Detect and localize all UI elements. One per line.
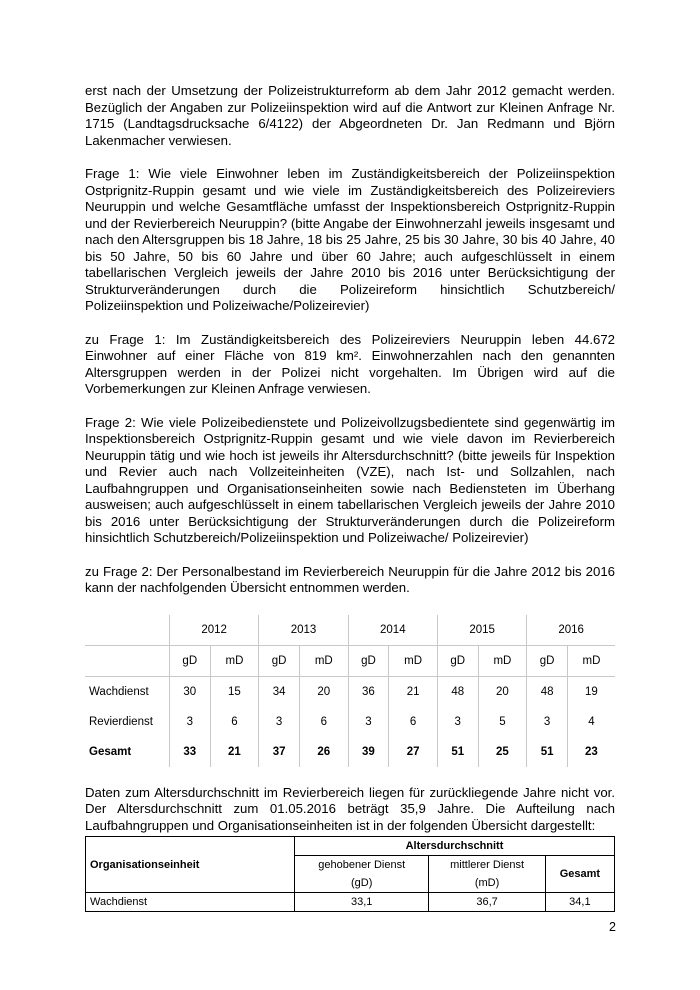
paragraph-answer-2: zu Frage 2: Der Personalbestand im Revierbereich Neuruppin für die Jahre 2012 bis 2016 kann der nachfolgenden Übersicht entnommen werden. bbox=[85, 563, 615, 595]
table-cell: 5 bbox=[478, 707, 527, 737]
table-cell: 26 bbox=[299, 737, 348, 767]
table-cell: 39 bbox=[348, 737, 389, 767]
table-cell: 3 bbox=[527, 707, 568, 737]
table-row bbox=[86, 893, 615, 912]
table-cell: 36 bbox=[348, 676, 389, 707]
table-cell: 21 bbox=[389, 676, 438, 707]
year-header: 2013 bbox=[259, 615, 348, 646]
table-cell: 19 bbox=[567, 676, 615, 707]
sub-header: mD bbox=[299, 645, 348, 676]
table-cell: 4 bbox=[567, 707, 615, 737]
table-cell: 33 bbox=[170, 737, 211, 767]
table-cell: 30 bbox=[170, 676, 211, 707]
total-header: Gesamt bbox=[545, 856, 614, 893]
staff-table-year-row bbox=[85, 615, 615, 646]
table-cell: 6 bbox=[389, 707, 438, 737]
row-label: Gesamt bbox=[89, 745, 132, 758]
row-label: Wachdienst bbox=[89, 685, 149, 698]
table-cell: 23 bbox=[567, 737, 615, 767]
table-cell: 37 bbox=[259, 737, 300, 767]
table-cell: 34,1 bbox=[545, 893, 614, 912]
table-cell: 33,1 bbox=[295, 893, 429, 912]
table-row bbox=[85, 676, 615, 707]
paragraph-question-2: Frage 2: Wie viele Polizeibedienstete und Polizeivollzugsbedientete sind gegenwärtig im Inspektionsbereich Ostprignitz-Ruppin gesamt und wie viele davon im Revierbereich Neuruppin tätig und wie hoch ist jeweils ihr Altersdurchschnitt? (bitte jeweils für Inspektion und Revier auch nach Vollzeiteinheiten (VZE), nach Ist- und Sollzahlen, nach Laufbahngruppen und Organisationseinheiten sowie nach Bediensteten im Überhang ausweisen; auch aufgeschlüsselt in einem tabellarischen Vergleich jeweils der Jahre 2010 bis 2016 unter Berücksichtigung der Strukturveränderungen durch die Polizeireform hinsichtlich Schutzbereich/Polizeiinspektion und Polizeiwache/ Polizeirevier) bbox=[85, 414, 615, 545]
sub-header: gD bbox=[437, 645, 478, 676]
table-cell: 27 bbox=[389, 737, 438, 767]
staff-table-sub-row bbox=[85, 645, 615, 676]
table-cell: 51 bbox=[527, 737, 568, 767]
table-cell: 36,7 bbox=[429, 893, 545, 912]
paragraph-age-data: Daten zum Altersdurchschnitt im Revierbereich liegen für zurückliegende Jahre nicht vor. Der Altersdurchschnitt zum 01.05.2016 beträgt 35,9 Jahre. Die Aufteilung nach Laufbahngruppen und Organisationseinheiten ist in der folgenden Übersicht dargestellt: bbox=[85, 784, 615, 833]
table-cell: 48 bbox=[527, 676, 568, 707]
document-body bbox=[85, 83, 615, 912]
table-cell: 48 bbox=[437, 676, 478, 707]
table-cell: 15 bbox=[210, 676, 259, 707]
row-label: Revierdienst bbox=[89, 715, 153, 728]
table-cell: 51 bbox=[437, 737, 478, 767]
age-table bbox=[85, 836, 615, 912]
row-label: Wachdienst bbox=[86, 893, 295, 912]
table-cell: 3 bbox=[348, 707, 389, 737]
org-header: Organisationseinheit bbox=[86, 837, 295, 893]
year-header: 2014 bbox=[348, 615, 437, 646]
year-header: 2016 bbox=[527, 615, 615, 646]
staff-table bbox=[85, 615, 615, 767]
table-cell: 3 bbox=[170, 707, 211, 737]
gd-header: gehobener Dienst bbox=[295, 856, 429, 875]
sub-header: mD bbox=[567, 645, 615, 676]
table-cell: 20 bbox=[299, 676, 348, 707]
sub-header: mD bbox=[389, 645, 438, 676]
table-cell: 25 bbox=[478, 737, 527, 767]
md-header: mittlerer Dienst bbox=[429, 856, 545, 875]
table-cell: 3 bbox=[259, 707, 300, 737]
sub-header: gD bbox=[170, 645, 211, 676]
page-number: 2 bbox=[609, 920, 616, 934]
paragraph-answer-1: zu Frage 1: Im Zuständigkeitsbereich des Polizeireviers Neuruppin leben 44.672 Einwohner auf einer Fläche von 819 km². Einwohnerzahlen nach den genannten Altersgruppen werden in der Polizei nicht vorgehalten. Im Übrigen wird auf die Vorbemerkungen zur Kleinen Anfrage verwiesen. bbox=[85, 331, 615, 396]
table-cell: 6 bbox=[299, 707, 348, 737]
age-group-header: Altersdurchschnitt bbox=[295, 837, 615, 856]
sub-header: gD bbox=[348, 645, 389, 676]
paragraph-question-1: Frage 1: Wie viele Einwohner leben im Zuständigkeitsbereich der Polizeiinspektion Ostprignitz-Ruppin gesamt und wie viele im Zuständigkeitsbereich des Polizeireviers Neuruppin und welche Gesamtfläche umfasst der Inspektionsbereich Ostprignitz-Ruppin und der Revierbereich Neuruppin? (bitte Angabe der Einwohnerzahl jeweils insgesamt und nach den Altersgruppen bis 18 Jahre, 18 bis 25 Jahre, 25 bis 30 Jahre, 30 bis 40 Jahre, 40 bis 50 Jahre, 50 bis 60 Jahre und über 60 Jahre; auch aufgeschlüsselt in einem tabellarischen Vergleich jeweils der Jahre 2010 bis 2016 unter Berücksichtigung der Strukturveränderungen durch die Polizeireform hinsichtlich Schutzbereich/ Polizeiinspektion und Polizeiwache/Polizeirevier) bbox=[85, 166, 615, 313]
sub-header: gD bbox=[259, 645, 300, 676]
sub-header: mD bbox=[478, 645, 527, 676]
md-header-abbr: (mD) bbox=[429, 874, 545, 893]
year-header: 2015 bbox=[437, 615, 526, 646]
table-cell: 6 bbox=[210, 707, 259, 737]
table-cell: 21 bbox=[210, 737, 259, 767]
table-cell: 20 bbox=[478, 676, 527, 707]
table-row-total bbox=[85, 737, 615, 767]
paragraph-intro: erst nach der Umsetzung der Polizeistrukturreform ab dem Jahr 2012 gemacht werden. Bezüglich der Angaben zur Polizeiinspektion wird auf die Antwort zur Kleinen Anfrage Nr. 1715 (Landtagsdrucksache 6/4122) der Abgeordneten Dr. Jan Redmann und Björn Lakenmacher verwiesen. bbox=[85, 83, 615, 148]
sub-header: gD bbox=[527, 645, 568, 676]
table-cell: 34 bbox=[259, 676, 300, 707]
year-header: 2012 bbox=[170, 615, 259, 646]
table-cell: 3 bbox=[437, 707, 478, 737]
table-row bbox=[85, 707, 615, 737]
gd-header-abbr: (gD) bbox=[295, 874, 429, 893]
sub-header: mD bbox=[210, 645, 259, 676]
